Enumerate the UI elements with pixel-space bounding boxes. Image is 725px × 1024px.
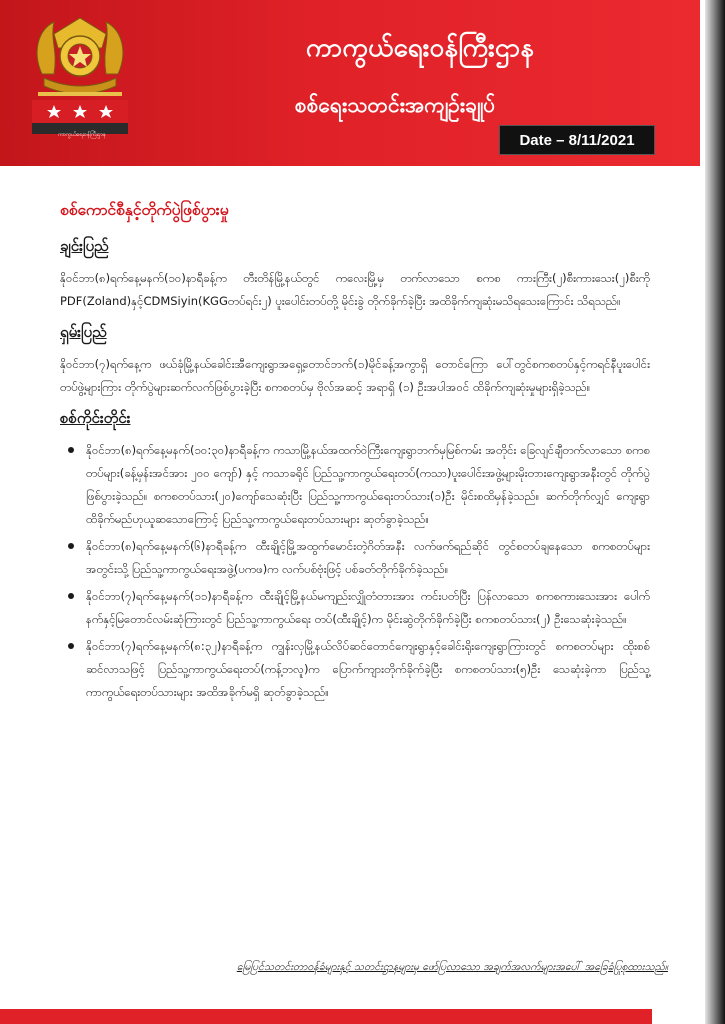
page-edge-shadow xyxy=(705,0,725,1024)
section-sagaing xyxy=(60,409,650,704)
bullet-icon xyxy=(68,447,74,453)
section-paragraph-chin: နိုဝင်ဘာ(၈)ရက်နေ့မနက်(၁၀)နာရီခန့်က တီးတိန်မြို့နယ်တွင် ကလေးမြို့မှ တက်လာသော စကစ ကားကြီး(၂)စီးကားသေး(၂)စီးကို PDF(Zoland)နှင့်CDMSiyin(KGGတပ်ရင်း၂) ပူးပေါင်းတပ်တို့ မိုင်းခွဲ တိုက်ခိုက်ခဲ့ပြီး အထိခိုက်ကျဆုံးမသိရသေးကြောင်း သိရသည်။ xyxy=(60,271,650,308)
emblem-caption: ကာကွယ်ရေးဝန်ကြီးဌာန xyxy=(58,132,106,138)
emblem-crest xyxy=(37,18,123,96)
section-heading-sagaing: စစ်ကိုင်းတိုင်း xyxy=(60,409,131,427)
section-heading-shan: ရှမ်းပြည် xyxy=(60,323,107,341)
section-paragraph-shan: နိုဝင်ဘာ(၇)ရက်နေ့က ဖယ်ခုံမြို့နယ်ခေါင်းအီကျေးရွာအရှေ့တောင်ဘက်(၁)မိုင်ခန့်အကွာရှိ တောင်ကြော ပေါ်တွင်စကစတပ်နှင့်ကရင်နီပူးပေါင်းတပ်ဖွဲ့များကြား တိုက်ပွဲများဆက်လက်ဖြစ်ပွားခဲ့ပြီး စကစတပ်မှ ဗိုလ်အဆင့် အရာရှိ (၁) ဦးအပါအဝင် ထိခိုက်ကျဆုံးမှုများရှိခဲ့သည်။ xyxy=(60,357,650,394)
date-badge: Date – 8/11/2021 xyxy=(499,125,655,155)
list-item-text: နိုဝင်ဘာ(၇)ရက်နေ့မနက်(၁၁)နာရီခန့်က ထီးချိုင့်မြို့နယ်မကျည်းလျှိုတံတားအား ကင်းပတ်ပြီး ပြန်လာသော စကစကားသေးအား ပေါက်နက်နှင့်မြတောင်လမ်းဆုံကြားတွင် ပြည်သူ့ကာကွယ်ရေး တပ်(ထီးချိုင့်)က မိုင်းဆွဲတိုက်ခိုက်ခဲ့ပြီး စကစတပ်သား(၂) ဦးသေဆုံးခဲ့သည်။ xyxy=(86,589,650,626)
bullet-icon xyxy=(68,543,74,549)
bullet-icon xyxy=(68,643,74,649)
source-footnote: မြေပြင်သတင်းတာဝန်ခံများနှင့် သတင်းဌာနများမှ ဖော်ပြလာသော အချက်အလက်များအပေါ် အခြေခံပြုစုထားသည်။ xyxy=(236,961,668,973)
section-shan xyxy=(60,323,650,399)
section-heading-chin: ချင်းပြည် xyxy=(60,237,109,255)
report-body xyxy=(60,200,650,708)
list-item xyxy=(60,535,650,581)
bullet-icon xyxy=(68,593,74,599)
list-item-text: နိုဝင်ဘာ(၈)ရက်နေ့မနက်(၆)နာရီခန့်က ထီးချိုင့်မြို့အထွက်မောင်းတဲ့ဂိတ်အနီး လက်ဖက်ရည်ဆိုင် တွင်စတပ်ချနေသော စကစတပ်များအတွင်းသို့ ပြည်သူ့ကာကွယ်ရေးအဖွဲ့(ပကဖ)က လက်ပစ်ဗုံးဖြင့် ပစ်ခတ်တိုက်ခိုက်ခဲ့သည်။ xyxy=(86,539,650,576)
list-item-text: နိုဝင်ဘာ(၇)ရက်နေ့မနက်(၈:၃၂)နာရီခန့်က ကျွန်းလှမြို့နယ်လိပ်ဆင်တောင်ကျေးရွာနှင့်ခေါင်းရိုးကျေးရွာကြားတွင် စကစတပ်များ ထိုးစစ်ဆင်လာသဖြင့် ပြည်သူ့ကာကွယ်ရေးတပ်(ကန့်ဘလူ)က ပြောက်ကျားတိုက်ခိုက်ခဲ့ပြီး စကစတပ်သား(၅)ဦး သေဆုံးခဲ့ကာ ပြည်သူ့ကာကွယ်ရေးတပ်သားများ အထိအခိုက်မရှိ ဆုတ်ခွာခဲ့သည်။ xyxy=(86,639,650,699)
list-item-text: နိုဝင်ဘာ(၈)ရက်နေ့မနက်(၁၀:၃၀)နာရီခန့်က ကသာမြို့နယ်အထက်ဝဲကြီးကျေးရွာဘက်မှမြစ်ကမ်း အတိုင်း ခြေလျင်ချီတက်လာသော စကစတပ်များ(ခန့်မှန်းအင်အား ၂၀၀ ကျော်) နှင့် ကသာခရိုင် ပြည်သူ့ကာကွယ်ရေးတပ်(ကသာ)ပူးပေါင်းအဖွဲ့များမိုးတားကျေးရွာအနီးတွင် တိုက်ပွဲဖြစ်ပွားခဲ့သည်။ စကစတပ်သား(၂၀)ကျော်သေဆုံးပြီး ပြည်သူ့ကာကွယ်ရေးတပ်သား(၁)ဦး မိုင်းစထိမှန်ခဲ့သည်။ ဆက်တိုက်လျှင် ကျေးရွာထိခိုက်မည်ဟုယူဆသောကြောင့် ပြည်သူ့ကာကွယ်ရေးတပ်သားများ ဆုတ်ခွာခဲ့သည်။ xyxy=(86,443,650,526)
footer-red-bar xyxy=(0,1009,652,1024)
sagaing-bullet-list xyxy=(60,439,650,704)
list-item xyxy=(60,585,650,631)
bulletin-title: စစ်ရေးသတင်းအကျဉ်းချုပ် xyxy=(294,93,496,117)
list-item xyxy=(60,439,650,531)
ministry-title: ကာကွယ်ရေးဝန်ကြီးဌာန xyxy=(305,33,535,63)
section-chin xyxy=(60,237,650,313)
list-item xyxy=(60,635,650,704)
report-main-heading: စစ်ကောင်စီနှင့်တိုက်ပွဲဖြစ်ပွားမှု xyxy=(60,201,229,219)
header-banner xyxy=(0,0,700,166)
